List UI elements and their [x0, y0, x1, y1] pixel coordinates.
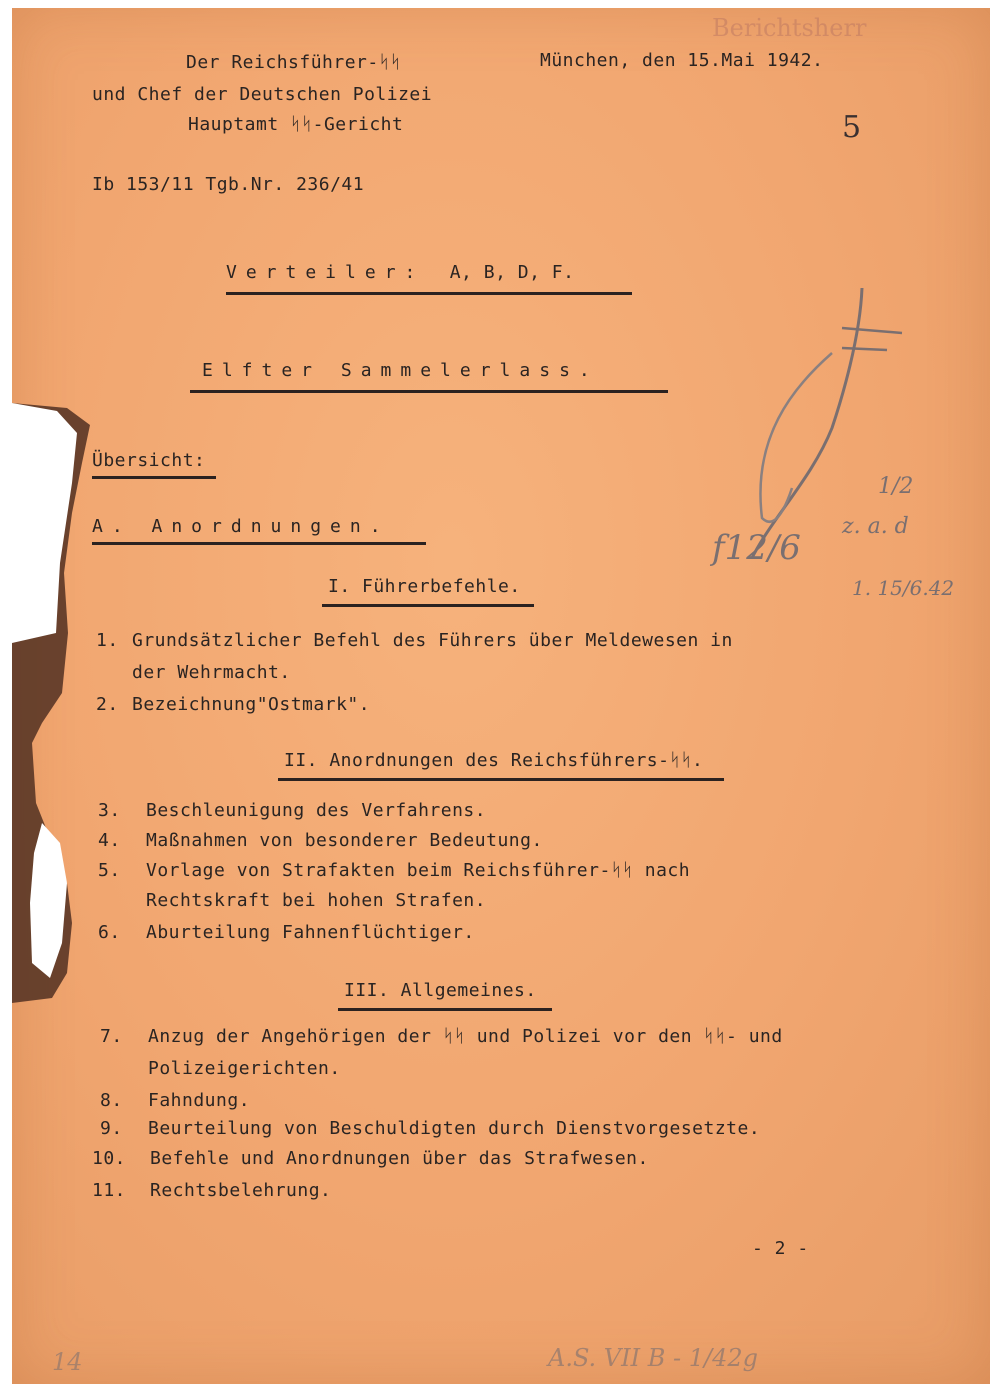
- place-date: München, den 15.Mai 1942.: [540, 50, 824, 71]
- group-3-heading: III. Allgemeines.: [344, 980, 537, 1001]
- distribution-value: A, B, D, F.: [449, 262, 575, 283]
- group-1-underline: [322, 604, 534, 607]
- document-page: [12, 8, 990, 1384]
- item-number: 5.: [98, 860, 121, 881]
- item-number: 1.: [96, 630, 119, 651]
- item-text: Beschleunigung des Verfahrens.: [146, 800, 487, 821]
- red-stamp: Berichtsherr: [712, 14, 867, 42]
- distribution-label: Verteiler:: [226, 262, 425, 283]
- item-text: Beurteilung von Beschuldigten durch Dienstvorgesetzte.: [148, 1118, 761, 1139]
- group-3-underline: [338, 1008, 552, 1011]
- group-1-heading: I. Führerbefehle.: [328, 576, 521, 597]
- section-a-underline: [92, 542, 426, 545]
- burn-damage: [12, 403, 102, 1003]
- overview-label: Übersicht:: [92, 450, 206, 471]
- item-text: Grundsätzlicher Befehl des Führers über Meldewesen in: [132, 630, 733, 651]
- item-text: Bezeichnung"Ostmark".: [132, 694, 371, 715]
- item-number: 3.: [98, 800, 121, 821]
- pencil-mark: f12/6: [712, 528, 801, 568]
- item-text-continued: Rechtskraft bei hohen Strafen.: [146, 890, 487, 911]
- item-text: Maßnahmen von besonderer Bedeutung.: [146, 830, 543, 851]
- item-number: 8.: [100, 1090, 123, 1111]
- item-number: 6.: [98, 922, 121, 943]
- section-a-heading: A. Anordnungen.: [92, 516, 390, 537]
- bottom-left-mark: 14: [52, 1348, 83, 1376]
- org-line-1: Der Reichsführer-ᛋᛋ: [186, 52, 402, 73]
- item-number: 10.: [92, 1148, 127, 1169]
- item-text: Anzug der Angehörigen der ᛋᛋ und Polizei vor den ᛋᛋ- und: [148, 1026, 783, 1047]
- item-text: Aburteilung Fahnenflüchtiger.: [146, 922, 475, 943]
- pencil-date: 1. 15/6.42: [852, 576, 955, 600]
- reference-number: Ib 153/11 Tgb.Nr. 236/41: [92, 174, 365, 195]
- org-line-2: und Chef der Deutschen Polizei: [92, 84, 433, 105]
- pencil-fraction: 1/2: [878, 474, 914, 499]
- distribution-underline: [226, 292, 632, 295]
- pencil-note: z. a. d: [842, 514, 909, 539]
- page-number: 5: [842, 110, 862, 145]
- item-text: Rechtsbelehrung.: [150, 1180, 332, 1201]
- item-number: 4.: [98, 830, 121, 851]
- item-number: 11.: [92, 1180, 127, 1201]
- item-number: 7.: [100, 1026, 123, 1047]
- item-number: 2.: [96, 694, 119, 715]
- item-text-continued: der Wehrmacht.: [132, 662, 291, 683]
- title-underline: [190, 390, 668, 393]
- archive-reference: A.S. VII B - 1/42g: [548, 1344, 758, 1372]
- overview-underline: [92, 476, 216, 479]
- item-text: Fahndung.: [148, 1090, 251, 1111]
- item-text-continued: Polizeigerichten.: [148, 1058, 341, 1079]
- item-number: 9.: [100, 1118, 123, 1139]
- group-2-heading: II. Anordnungen des Reichsführers-ᛋᛋ.: [284, 750, 704, 771]
- item-text: Vorlage von Strafakten beim Reichsführer-ᛋᛋ nach: [146, 860, 691, 881]
- org-line-3: Hauptamt ᛋᛋ-Gericht: [188, 114, 404, 135]
- document-title: Elfter Sammelerlass.: [202, 360, 599, 381]
- item-text: Befehle und Anordnungen über das Strafwesen.: [150, 1148, 649, 1169]
- group-2-underline: [278, 778, 724, 781]
- continuation-marker: - 2 -: [752, 1238, 809, 1259]
- distribution-line: [226, 262, 574, 283]
